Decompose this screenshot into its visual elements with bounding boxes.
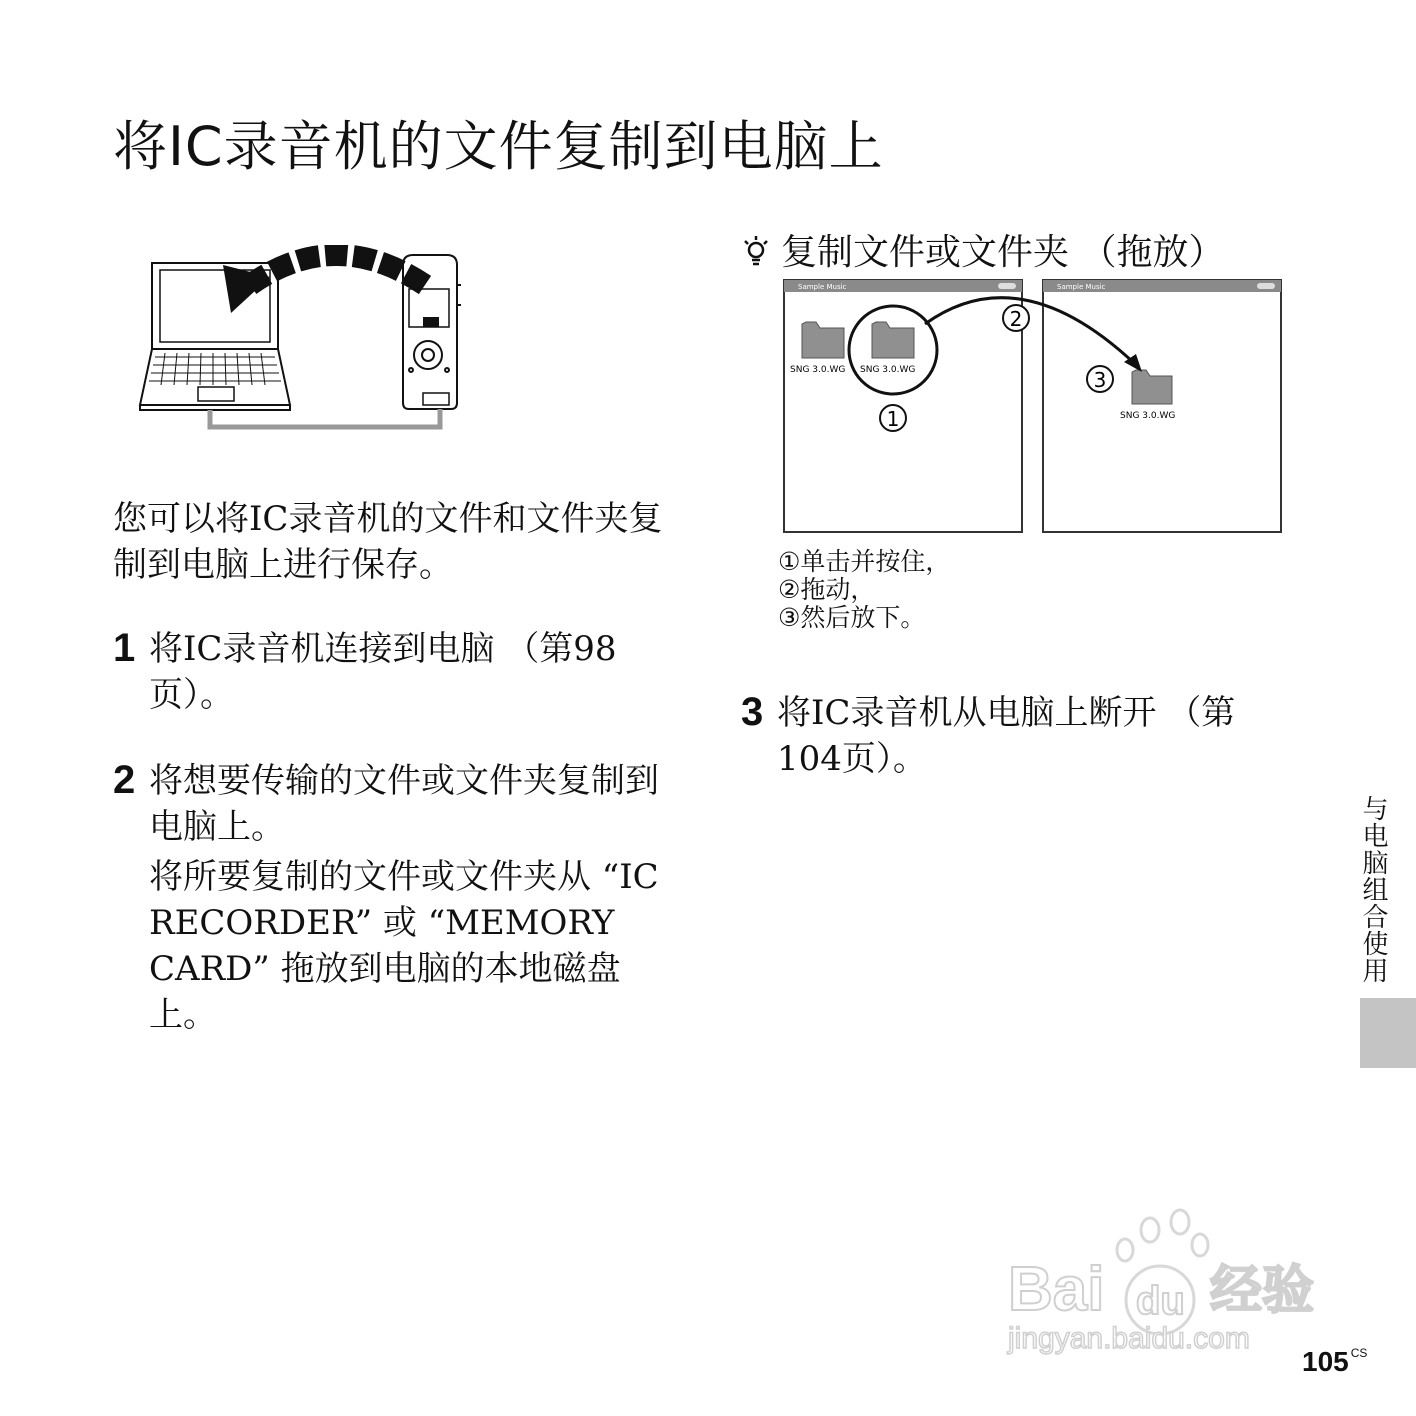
- callout-3: [1087, 366, 1113, 392]
- transfer-arrow: [250, 255, 425, 285]
- source-window: [784, 280, 1022, 532]
- svg-text:3: 3: [1093, 368, 1107, 392]
- drag-drop-steps: [778, 548, 950, 632]
- folder-label: SNG 3.0.WG: [1120, 411, 1176, 421]
- step-text: 将IC录音机从电脑上断开 （第104页）。: [777, 693, 1236, 779]
- intro-paragraph: 您可以将IC录音机的文件和文件夹复制到电脑上进行保存。: [113, 499, 663, 585]
- drag-drop-diagram: [780, 276, 1286, 536]
- usb-cable: [210, 409, 440, 427]
- laptop-recorder-illustration: [135, 245, 465, 435]
- step-text: 将想要传输的文件或文件夹复制到电脑上。: [149, 761, 659, 847]
- folder-label: SNG 3.0.WG: [860, 365, 916, 375]
- watermark-text: du: [1136, 1279, 1185, 1323]
- hint-heading-text: 复制文件或文件夹 （拖放）: [781, 232, 1225, 273]
- substep-1: ①单击并按住，: [778, 547, 951, 576]
- watermark-text: 经验: [1210, 1261, 1315, 1321]
- svg-text:1: 1: [886, 407, 900, 431]
- hint-heading: [741, 224, 1224, 275]
- folder-label: SNG 3.0.WG: [790, 365, 846, 375]
- substep-2: ②拖动，: [778, 575, 876, 604]
- step-number: 1: [113, 626, 136, 670]
- watermark-text: Bai: [1008, 1255, 1105, 1324]
- watermark-url: jingyan.baidu.com: [1008, 1322, 1250, 1355]
- target-window: [1043, 280, 1281, 532]
- step-text: 将IC录音机连接到电脑 （第98页）。: [149, 629, 617, 715]
- page-number-value: 105: [1302, 1346, 1349, 1377]
- step-number: 3: [741, 690, 764, 734]
- section-tab-marker: [1360, 998, 1416, 1068]
- callout-2: [1003, 305, 1029, 331]
- lightbulb-icon: [741, 234, 771, 268]
- svg-text:2: 2: [1009, 307, 1023, 331]
- window-title: Sample Music: [798, 283, 847, 291]
- step-number: 2: [113, 758, 136, 802]
- baidu-watermark: [1000, 1200, 1340, 1360]
- page-title: 将IC录音机的文件复制到电脑上: [113, 115, 884, 178]
- callout-1: [880, 405, 906, 431]
- page-number: [1302, 1346, 1367, 1378]
- substep-3: ③然后放下。: [778, 603, 926, 632]
- section-tab-label: 与电脑组合使用: [1358, 795, 1388, 984]
- window-title: Sample Music: [1057, 283, 1106, 291]
- step-detail: 将所要复制的文件或文件夹从 “IC RECORDER” 或 “MEMORY CARD” 拖放到电脑的本地磁盘上。: [149, 857, 659, 1035]
- page-suffix: CS: [1350, 1346, 1368, 1360]
